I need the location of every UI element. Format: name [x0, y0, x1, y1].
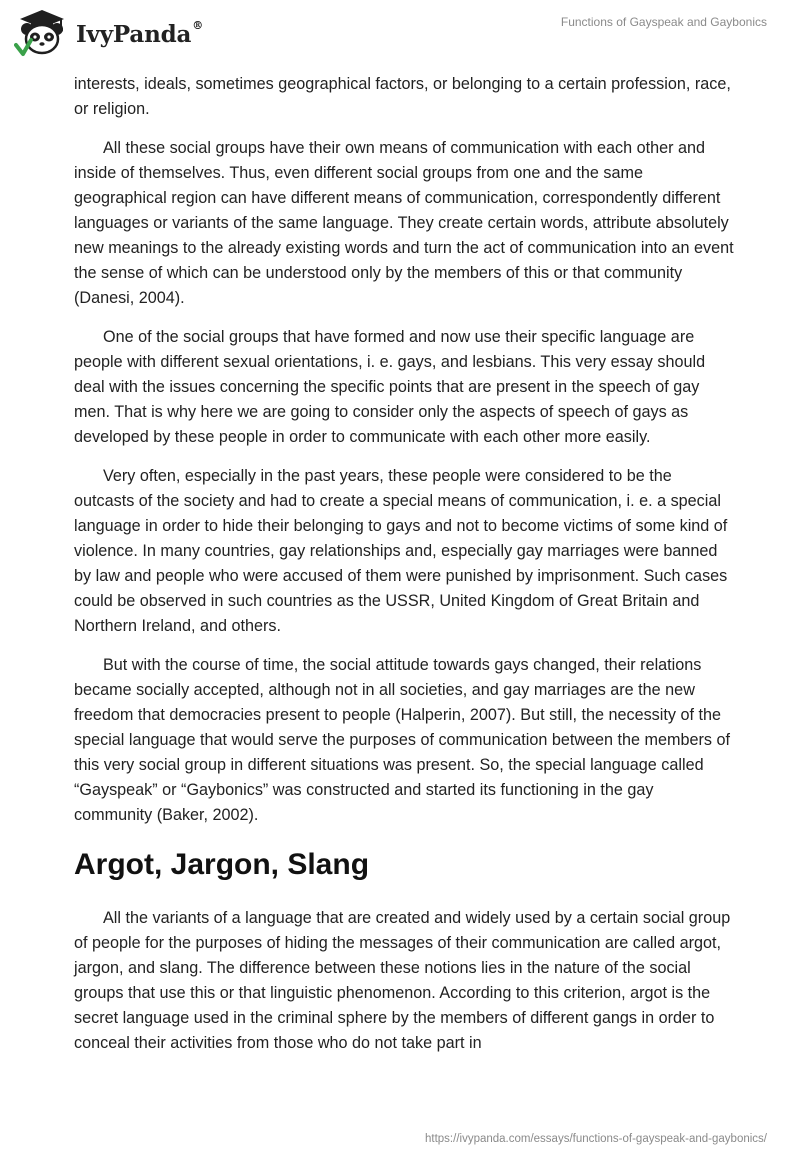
paragraph: But with the course of time, the social attitude towards gays changed, their relations became socially accepted, although not in all societies, and gay marriages are the new freedom that democracies present to people (Halperin, 2007). But still, the necessity of the special language that would serve the purposes of communication between the members of this very social group in different situations was present. So, the special language called “Gayspeak” or “Gaybonics” was constructed and started its functioning in the gay community (Baker, 2002).: [74, 656, 730, 824]
brand-name: IvyPanda®: [76, 19, 203, 48]
paragraph: One of the social groups that have formed and now use their specific language are people with different sexual orientations, i. e. gays, and lesbians. This very essay should deal with the issues concerning the specific points that are present in the speech of gay men. That is why here we are going to consider only the aspects of speech of gays as developed by these people in order to communicate with each other more easily.: [74, 328, 706, 446]
page-header: [0, 0, 800, 70]
registered-mark: ®: [192, 19, 203, 32]
paragraph: All these social groups have their own means of communication with each other and inside of themselves. Thus, even different social groups from one and the same geographical region can have different means of communication, correspondently different languages or variants of the same language. They create certain words, attribute absolutely new meanings to the already existing words and turn the act of communication into an event the sense of which can be understood only by the members of this or that community (Danesi, 2004).: [74, 139, 734, 307]
panda-graduate-icon: [14, 7, 70, 59]
document-title: Functions of Gayspeak and Gaybonics: [560, 15, 767, 29]
paragraph: interests, ideals, sometimes geographical factors, or belonging to a certain profession, race, or religion.: [74, 75, 731, 118]
paragraph: Very often, especially in the past years, these people were considered to be the outcasts of the society and had to create a special means of communication, i. e. a special language in order to hide their belonging to gays and not to become victims of some kind of violence. In many countries, gay relationships and, especially gay marriages were banned by law and people who were accused of them were punished by imprisonment. Such cases could be observed in such countries as the USSR, United Kingdom of Great Britain and Northern Ireland, and others.: [74, 467, 728, 635]
section-heading: Argot, Jargon, Slang: [74, 848, 370, 881]
ivypanda-logo[interactable]: [14, 7, 214, 59]
paragraph: All the variants of a language that are created and widely used by a certain social group of people for the purposes of hiding the messages of their communication are called argot, jargon, and slang. The difference between these notions lies in the nature of the social groups that use this or that linguistic phenomenon. According to this criterion, argot is the secret language used in the criminal sphere by the members of different gangs in order to conceal their activities from those who do not take part in: [74, 909, 731, 1052]
essay-body: [74, 72, 734, 1070]
source-url[interactable]: https://ivypanda.com/essays/functions-of-gayspeak-and-gaybonics/: [425, 1133, 767, 1145]
